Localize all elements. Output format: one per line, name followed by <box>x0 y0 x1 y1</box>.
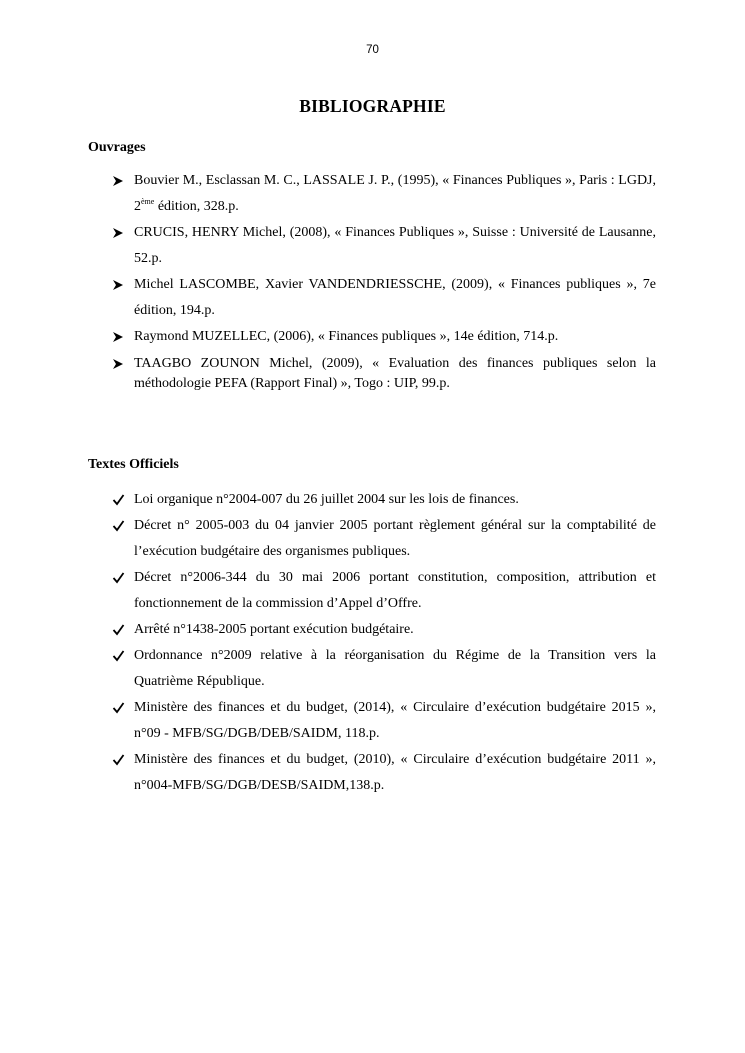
list-item-text: CRUCIS, HENRY Michel, (2008), « Finances Publiques », Suisse : Université de Lausanne, 52.p. <box>134 225 656 266</box>
section-heading-ouvrages: Ouvrages <box>88 140 146 155</box>
list-item <box>112 695 656 747</box>
page-number: 70 <box>366 44 379 56</box>
list-item-text: Loi organique n°2004-007 du 26 juillet 2004 sur les lois de finances. <box>134 492 519 507</box>
superscript: ème <box>141 197 155 206</box>
list-item <box>112 513 656 565</box>
checkmark-bullet-icon <box>112 513 126 539</box>
ouvrages-list <box>112 168 656 394</box>
list-item <box>112 168 656 220</box>
section-heading-textes-officiels: Textes Officiels <box>88 457 179 472</box>
list-item <box>112 747 656 799</box>
checkmark-bullet-icon <box>112 747 126 773</box>
list-item-text: Décret n° 2005-003 du 04 janvier 2005 portant règlement général sur la comptabilité de l’exécution budgétaire des organismes publiques. <box>134 518 656 559</box>
textes-officiels-list <box>112 487 656 799</box>
list-item <box>112 220 656 272</box>
checkmark-bullet-icon <box>112 617 126 643</box>
arrow-bullet-icon <box>112 324 126 350</box>
list-item-text: Arrêté n°1438-2005 portant exécution budgétaire. <box>134 622 414 637</box>
list-item <box>112 487 656 513</box>
list-item-text: Ordonnance n°2009 relative à la réorganisation du Régime de la Transition vers la Quatrième République. <box>134 648 656 689</box>
list-item-text: Ministère des finances et du budget, (2014), « Circulaire d’exécution budgétaire 2015 », n°09 - MFB/SG/DGB/DEB/SAIDM, 118.p. <box>134 700 656 741</box>
list-item-text: Décret n°2006-344 du 30 mai 2006 portant constitution, composition, attribution et fonctionnement de la commission d’Appel d’Offre. <box>134 570 656 611</box>
arrow-bullet-icon <box>112 272 126 298</box>
list-item <box>112 643 656 695</box>
checkmark-bullet-icon <box>112 487 126 513</box>
list-item <box>112 617 656 643</box>
arrow-bullet-icon <box>112 168 126 194</box>
checkmark-bullet-icon <box>112 643 126 669</box>
list-item <box>112 565 656 617</box>
arrow-bullet-icon <box>112 354 126 374</box>
list-item-text: Bouvier M., Esclassan M. C., LASSALE J. P., (1995), « Finances Publiques », Paris : LGDJ, 2 <box>134 173 656 214</box>
checkmark-bullet-icon <box>112 565 126 591</box>
list-item <box>112 324 656 350</box>
list-item <box>112 272 656 324</box>
list-item-text: TAAGBO ZOUNON Michel, (2009), « Evaluation des finances publiques selon la méthodologie PEFA (Rapport Final) », Togo : UIP, 99.p. <box>134 356 656 391</box>
arrow-bullet-icon <box>112 220 126 246</box>
list-item-text: Ministère des finances et du budget, (2010), « Circulaire d’exécution budgétaire 2011 », n°004-MFB/SG/DGB/DESB/SAIDM,138.p. <box>134 752 656 793</box>
list-item <box>112 354 656 394</box>
checkmark-bullet-icon <box>112 695 126 721</box>
page-title: BIBLIOGRAPHIE <box>299 96 446 116</box>
list-item-text: édition, 328.p. <box>154 199 239 214</box>
list-item-text: Michel LASCOMBE, Xavier VANDENDRIESSCHE, (2009), « Finances publiques », 7e édition, 194.p. <box>134 277 656 318</box>
list-item-text: Raymond MUZELLEC, (2006), « Finances publiques », 14e édition, 714.p. <box>134 329 559 344</box>
